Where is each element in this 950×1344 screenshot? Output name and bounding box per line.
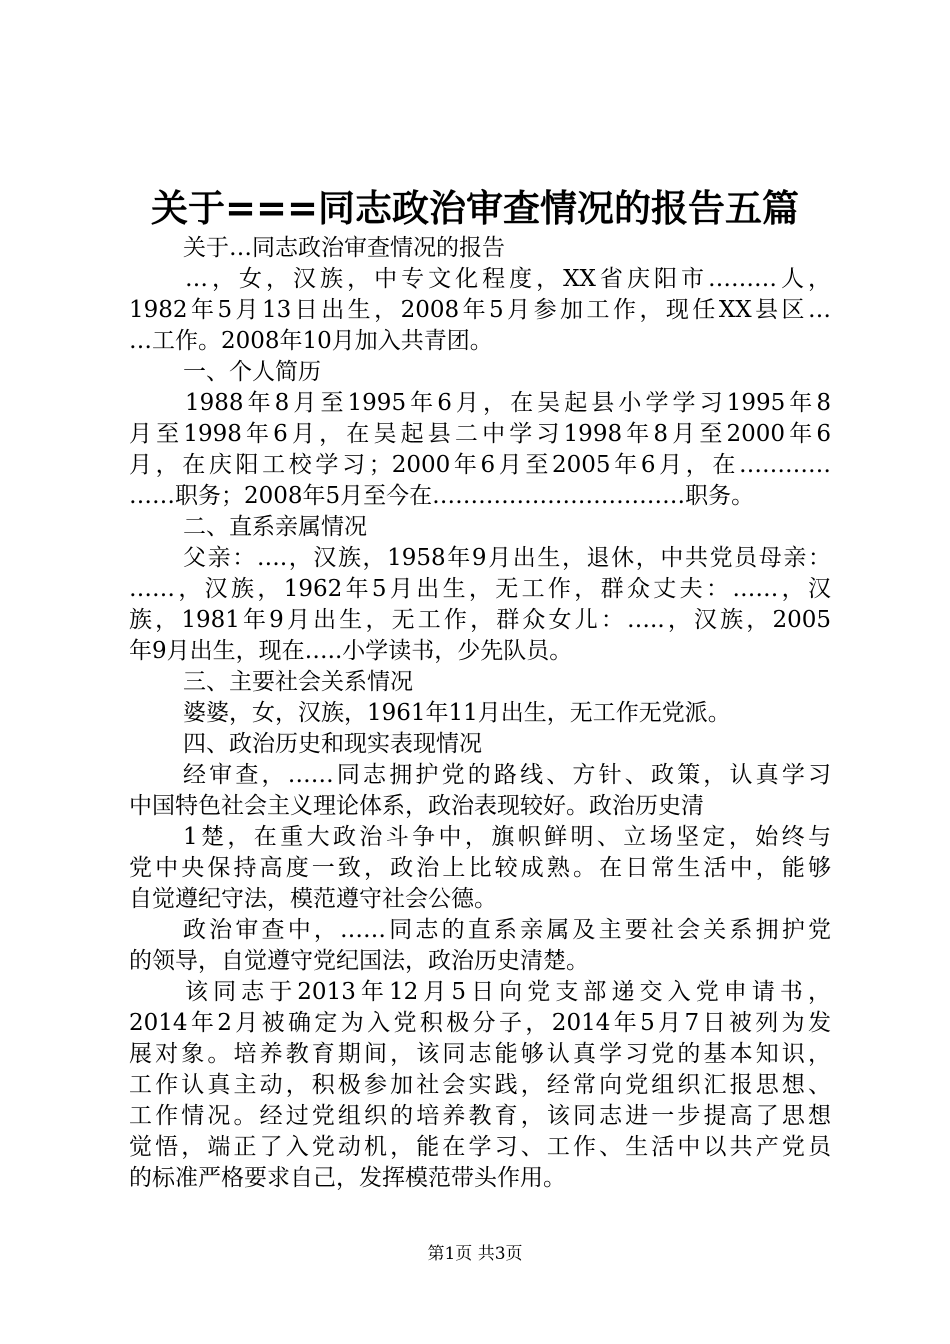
paragraph-line: 工作情况。经过党组织的培养教育，该同志进一步提高了思想 — [129, 1103, 831, 1129]
paragraph-line: ……，汉族，1962年5月出生，无工作，群众丈夫：……，汉 — [129, 576, 831, 602]
paragraph-line: 的领导，自觉遵守党纪国法，政治历史清楚。 — [129, 948, 589, 974]
paragraph-line: …工作。2008年10月加入共青团。 — [129, 328, 493, 354]
paragraph-line: 该同志于2013年12月5日向党支部递交入党申请书， — [185, 979, 831, 1005]
page-footer: 第1页 共3页 — [427, 1244, 523, 1264]
document-body — [129, 233, 831, 1194]
paragraph-line: 月至1998年6月，在吴起县二中学习1998年8月至2000年6 — [129, 421, 831, 447]
section-heading: 一、个人简历 — [183, 359, 321, 385]
paragraph-line: 中国特色社会主义理论体系，政治表现较好。政治历史清 — [129, 793, 704, 819]
paragraph-line: 经审查，……同志拥护党的路线、方针、政策，认真学习 — [183, 762, 831, 788]
paragraph-line: 的标准严格要求自己，发挥模范带头作用。 — [129, 1165, 566, 1191]
paragraph-line: 月，在庆阳工校学习；2000年6月至2005年6月，在………… — [129, 452, 831, 478]
paragraph-line: 觉悟，端正了入党动机，能在学习、工作、生活中以共产党员 — [129, 1134, 831, 1160]
section-heading: 三、主要社会关系情况 — [183, 669, 413, 695]
report-subtitle: 关于…同志政治审查情况的报告 — [183, 235, 505, 261]
paragraph-line: 1楚，在重大政治斗争中，旗帜鲜明、立场坚定，始终与 — [183, 824, 831, 850]
section-heading: 四、政治历史和现实表现情况 — [183, 731, 482, 757]
paragraph-line: 族，1981年9月出生，无工作，群众女儿：…..，汉族，2005 — [129, 607, 831, 633]
paragraph-line: 父亲：….，汉族，1958年9月出生，退休，中共党员母亲： — [183, 545, 831, 571]
paragraph-line: 展对象。培养教育期间，该同志能够认真学习党的基本知识， — [129, 1041, 831, 1067]
paragraph-line: …，女，汉族，中专文化程度，XX省庆阳市………人， — [185, 266, 831, 292]
paragraph-line: 工作认真主动，积极参加社会实践，经常向党组织汇报思想、 — [129, 1072, 831, 1098]
paragraph-line: 1988年8月至1995年6月，在吴起县小学学习1995年8 — [185, 390, 831, 416]
section-heading: 二、直系亲属情况 — [183, 514, 367, 540]
paragraph-line: 婆婆，女，汉族，1961年11月出生，无工作无党派。 — [183, 700, 731, 726]
paragraph-line: 2014年2月被确定为入党积极分子，2014年5月7日被列为发 — [129, 1010, 831, 1036]
paragraph-line: 党中央保持高度一致，政治上比较成熟。在日常生活中，能够 — [129, 855, 831, 881]
paragraph-line: 年9月出生，现在…..小学读书，少先队员。 — [129, 638, 573, 664]
document-title: 关于===同志政治审查情况的报告五篇 — [150, 187, 799, 230]
paragraph-line: ……职务；2008年5月至今在……………………………职务。 — [129, 483, 755, 509]
paragraph-line: 自觉遵纪守法，模范遵守社会公德。 — [129, 886, 497, 912]
paragraph-line: 政治审查中，……同志的直系亲属及主要社会关系拥护党 — [183, 917, 831, 943]
paragraph-line: 1982年5月13日出生，2008年5月参加工作，现任XX县区… — [129, 297, 831, 323]
